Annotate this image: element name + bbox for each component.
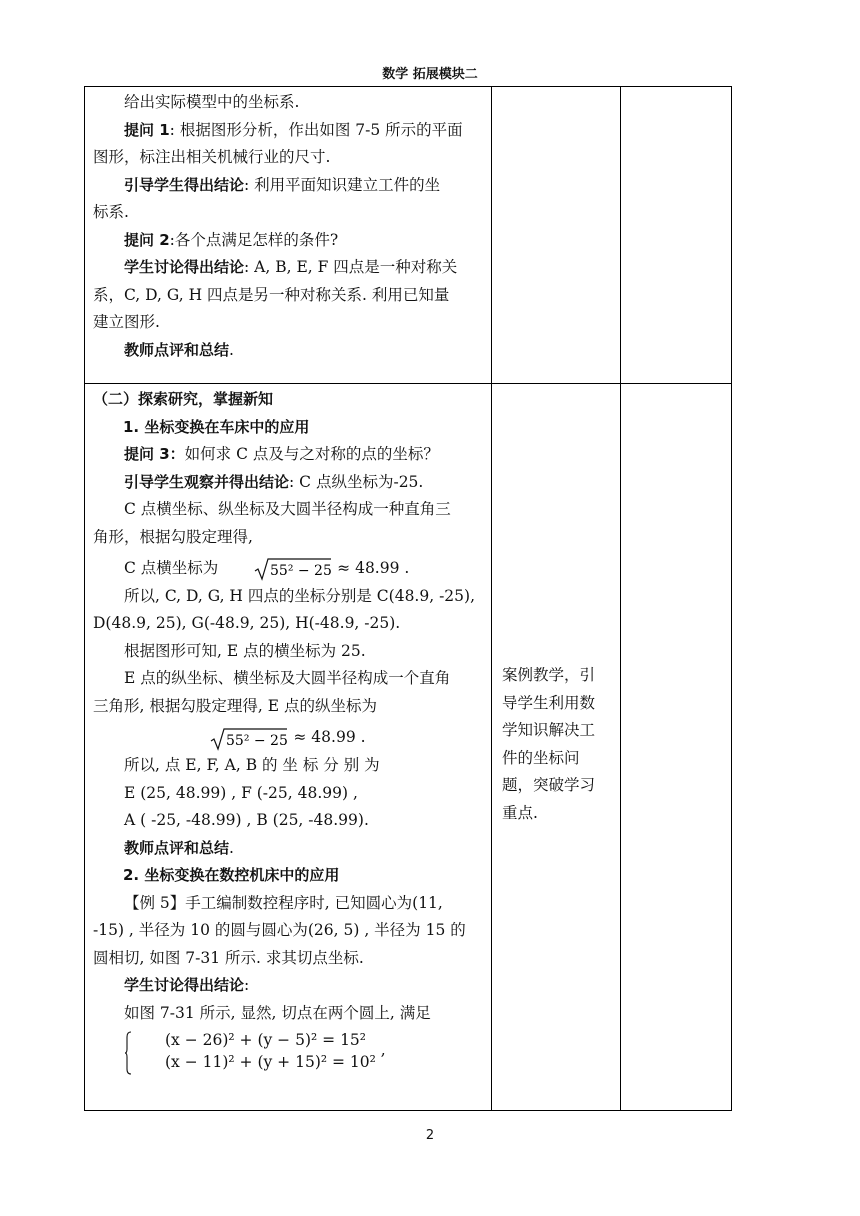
subsection-2: 2. 坐标变换在数控机床中的应用 [123,866,340,884]
discussion-label: 学生讨论得出结论 [124,976,245,994]
note-line: 学知识解决工 [502,721,596,739]
section-title: （二）探索研究，掌握新知 [93,390,274,408]
table-row [85,87,732,384]
note-line: 重点. [502,803,538,822]
note-cell [492,87,621,384]
cdgh-line-2: D(48.9, 25), G(-48.9, 25), H(-48.9, -25). [93,614,401,633]
line-text: 图形，标注出相关机械行业的尺寸. [93,148,331,166]
note-line: 案例教学，引 [502,666,596,684]
c-horizontal-label: C 点横坐标为 [124,559,219,577]
sqrt-formula-2 [210,725,288,753]
row1-line [93,227,483,255]
teaching-note [492,662,620,827]
bold-label: 教师点评和总结 [124,340,230,359]
efab-line-3: A ( -25, -48.99) , B (25, -48.99). [124,811,369,829]
example-5-line-2: -15) , 半径为 10 的圆与圆心为(26, 5) , 半径为 15 的 [93,921,466,939]
c-text-2: 角形，根据勾股定理得, [93,527,253,546]
question-3-label: 提问 3： [124,445,185,463]
row1-content [85,87,491,364]
row1-line [93,254,483,282]
sqrt-sign-icon [254,557,332,581]
line-text: 建立图形. [93,313,160,331]
extra-cell [621,87,732,384]
page-number: 2 [425,1128,435,1143]
equation-1: (x − 26)² + (y − 5)² = 15² [165,1031,367,1049]
table-row [85,384,732,1111]
note-line: 导学生利用数 [502,693,596,712]
content-cell: （二）探索研究，掌握新知 1. 坐标变换在车床中的应用 提问 3：如何求 C 点及与之对称的点的坐标？ 引导学生观察并得出结论: C 点纵坐标为-25. C 点横坐标、纵坐标及大圆半径构成一种直角三 角形，根据勾股定理得, C 点横坐标为 55² − 25² ≈ 48.99 . 所以, C, D, G, H 四点的坐标分别是 C(48.9, -25), D(48.9, 25), G(-48.9, 25), H(-48.9, -25). 根据图形可知, E 点的横坐标为 25. E 点的纵坐标、横坐标及大圆半径构成一个直角 三角形, 根据勾股定理得, E 点的纵坐标为 55² − 25² ≈ 48.99 . 所以, 点 E, F, A, B 的 坐 标 分 别 为 E (25, 48.99) , F (-25, 48.99) , A ( -25, -48.99) , B (25, -48.99). 教师点评和总结. 2. 坐标变换在数控机床中的应用 【例 5】手工编制数控程序时, 已知圆心为(11, -15) , 半径为 10 的圆与圆心为(26, 5) , 半径为 15 的 圆相切, 如图 7-31 所示. 求其切点坐标. 学生讨论得出结论: 如图 7-31 所示, 显然, 切点在两个圆上, 满足 (x − 26)² + (y − 5)² = 15² (x − 11)² + (y + 15)² = 10² , [85,384,492,1111]
row1-line [93,89,483,117]
row1-line [93,337,483,365]
cdgh-line-1: 所以, C, D, G, H 四点的坐标分别是 C(48.9, -25), [124,586,476,605]
line-text: 系，C, D, G, H 四点是另一种对称关系. 利用已知量 [93,285,450,304]
bold-label: 提问 2 [124,230,170,249]
row1-line [93,282,483,310]
row1-line [93,144,483,172]
row1-line [93,199,483,227]
figure-text: 如图 7-31 所示, 显然, 切点在两个圆上, 满足 [124,1003,431,1022]
line-text: :各个点满足怎样的条件? [169,230,339,249]
c-text-1: C 点横坐标、纵坐标及大圆半径构成一种直角三 [124,500,451,518]
equation-system [124,1029,376,1073]
e-x-text: 根据图形可知, E 点的横坐标为 25. [124,641,366,660]
line-text: 标系. [93,203,129,221]
line-text: . [229,340,234,359]
content-cell [85,87,492,384]
sqrt-formula [223,555,332,583]
approx-value-2: ≈ 48.99 . [293,728,366,747]
equation-2: (x − 11)² + (y + 15)² = 10² [165,1053,376,1071]
note-cell [492,384,621,1111]
e-text-2: 三角形, 根据勾股定理得, E 点的纵坐标为 [93,696,377,715]
example-5-line-1: 手工编制数控程序时, 已知圆心为(11, [185,893,443,912]
example-5-line-3: 圆相切, 如图 7-31 所示. 求其切点坐标. [93,948,364,967]
line-text: : 根据图形分析，作出如图 7-5 所示的平面 [169,120,463,139]
example-5-label: 【例 5】 [124,893,186,912]
guide-label: 引导学生观察并得出结论 [124,472,290,491]
bold-label: 提问 1 [124,120,170,139]
line-text: : A, B, E, F 四点是一种对称关 [244,258,458,276]
line-text: 给出实际模型中的坐标系. [124,93,300,111]
bold-label: 引导学生得出结论 [124,175,245,194]
extra-cell [621,384,732,1111]
row1-line [93,309,483,337]
brace-icon [124,1031,132,1075]
sqrt-expression-2: 55² − 25² [226,732,289,749]
lesson-table [84,86,732,1111]
page-header: 数学 拓展模块二 [382,67,478,82]
sqrt-sign-icon [210,727,288,751]
sqrt-expression: 55² − 25² [270,563,333,580]
row1-line [93,172,483,200]
teacher-summary: 教师点评和总结 [124,838,230,857]
guide-text: : C 点纵坐标为-25. [289,472,424,491]
efab-line-2: E (25, 48.99) , F (-25, 48.99) , [124,783,358,802]
question-3-text: 如何求 C 点及与之对称的点的坐标？ [184,445,439,463]
note-line: 题，突破学习 [502,776,596,794]
note-line: 件的坐标问 [502,748,580,767]
efab-line-1: 所以, 点 E, F, A, B 的 坐 标 分 别 为 [124,756,380,774]
e-text-1: E 点的纵坐标、横坐标及大圆半径构成一个直角 [124,669,451,688]
approx-value: ≈ 48.99 . [337,559,410,577]
row1-line [93,117,483,145]
line-text: : 利用平面知识建立工件的坐 [244,175,441,194]
subsection-1: 1. 坐标变换在车床中的应用 [123,417,310,436]
bold-label: 学生讨论得出结论 [124,258,245,276]
